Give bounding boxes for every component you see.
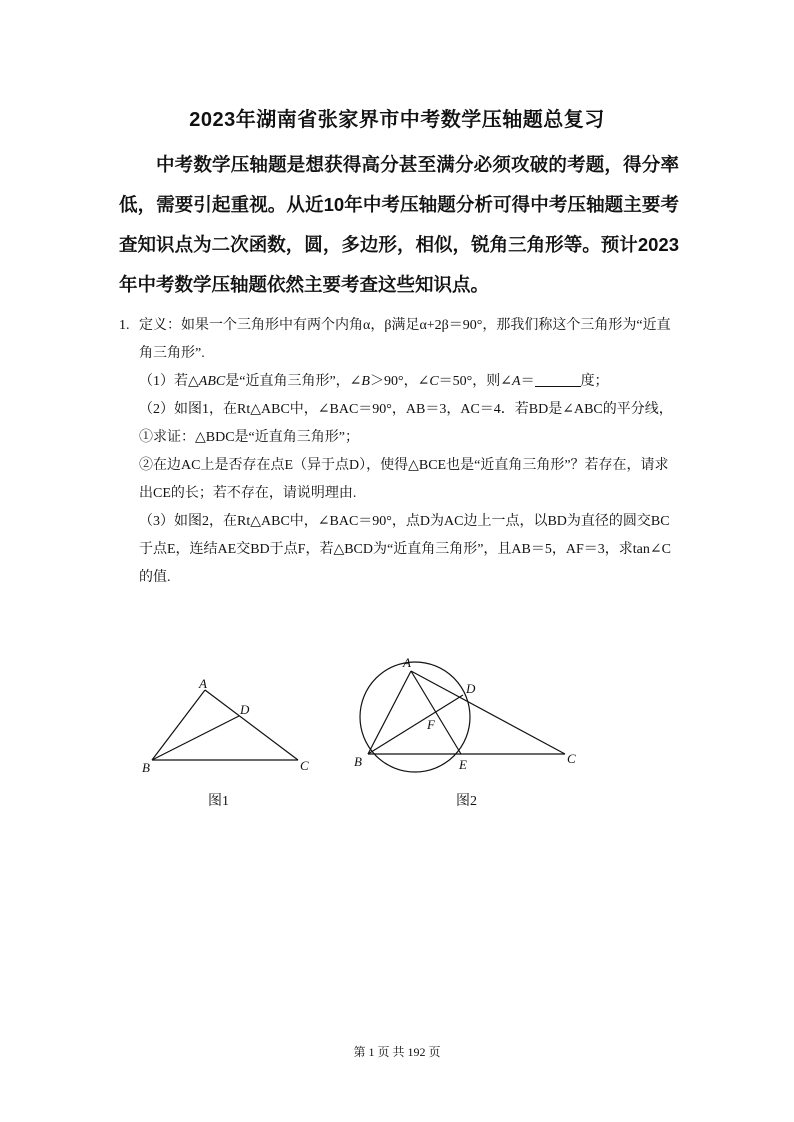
- part1-var: A: [512, 374, 521, 389]
- part-3: （3）如图2，在Rt△ABC中，∠BAC＝90°，点D为AC边上一点，以BD为直径的圆交BC于点E，连结AE交BD于点F，若△BCD为“近直角三角形”，且AB＝5，AF＝3，求tan∠C的值.: [139, 514, 671, 585]
- part1-text: ＞90°，∠: [369, 374, 430, 389]
- diameter-bd: [368, 695, 463, 754]
- bisector-bd: [152, 716, 239, 760]
- part-2: （2）如图1，在Rt△ABC中，∠BAC＝90°，AB＝3，AC＝4．若BD是∠ABC的平分线，: [139, 402, 673, 417]
- part1-text: 度；: [580, 374, 609, 389]
- part1-text: （1）若△: [139, 374, 199, 389]
- fig2-label-d: D: [466, 681, 476, 696]
- part1-text: ＝50°，则∠: [438, 374, 512, 389]
- fig1-label-a: A: [199, 676, 207, 691]
- page-title: 2023年湖南省张家界市中考数学压轴题总复习: [189, 109, 605, 131]
- fig1-caption: 图1: [208, 794, 229, 809]
- page-footer: 第 1 页 共 192 页: [353, 1045, 441, 1059]
- edge-ab: [368, 671, 411, 754]
- part1-var: B: [361, 374, 370, 389]
- figure-2: [360, 662, 565, 772]
- definition-text: 定义：如果一个三角形中有两个内角α，β满足α+2β＝90°，那我们称这个三角形为“近直角三角形”.: [139, 318, 671, 361]
- fig1-label-d: D: [240, 702, 250, 717]
- fig2-caption: 图2: [456, 794, 477, 809]
- fig2-label-b: B: [354, 754, 362, 769]
- fig2-label-e: E: [459, 757, 467, 772]
- part1-text: ＝: [520, 374, 535, 389]
- part1-var: ABC: [198, 374, 226, 389]
- segment-ae: [411, 671, 461, 754]
- fig2-label-c: C: [567, 751, 576, 766]
- part1-text: 是“近直角三角形”，∠: [225, 374, 362, 389]
- fig2-label-a: A: [403, 655, 411, 670]
- part-2-2: ②在边AC上是否存在点E（异于点D），使得△BCE也是“近直角三角形”？若存在，请求出CE的长；若不存在，请说明理由.: [139, 458, 669, 501]
- edge-ac: [205, 690, 298, 760]
- fig1-label-b: B: [142, 760, 150, 775]
- intro-paragraph: 中考数学压轴题是想获得高分甚至满分必须攻破的考题，得分率低，需要引起重视。从近10年中考压轴题分析可得中考压轴题主要考查知识点为二次函数，圆，多边形，相似，锐角三角形等。预计2023年中考数学压轴题依然主要考查这些知识点。: [119, 154, 679, 295]
- figure-1: [152, 690, 298, 760]
- fig2-label-f: F: [427, 717, 435, 732]
- part1-var: C: [429, 374, 439, 389]
- part-2-1: ①求证：△BDC是“近直角三角形”；: [139, 430, 359, 445]
- fig1-label-c: C: [300, 758, 309, 773]
- edge-ab: [152, 690, 205, 760]
- question-number: 1.: [119, 318, 130, 333]
